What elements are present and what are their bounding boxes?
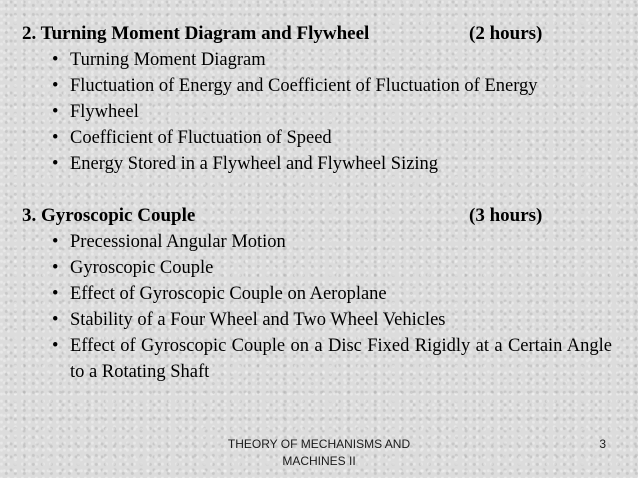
topic-item <box>50 151 612 177</box>
topic-text: Effect of Gyroscopic Couple on Aeroplane <box>70 284 387 304</box>
bullet-icon: • <box>52 50 59 70</box>
bullet-icon: • <box>52 128 59 148</box>
topic-item <box>50 281 612 307</box>
topic-text: Stability of a Four Wheel and Two Wheel Vehicles <box>70 310 446 330</box>
section-gyroscopic-couple <box>22 203 612 385</box>
bullet-icon: • <box>52 76 59 96</box>
topic-text: Coefficient of Fluctuation of Speed <box>70 128 332 148</box>
footer-page-number: 3 <box>599 437 606 451</box>
section-hours: (2 hours) <box>469 23 543 44</box>
topic-item <box>50 333 612 385</box>
bullet-icon: • <box>52 232 59 252</box>
footer-course-title: THEORY OF MECHANISMS AND MACHINES II <box>227 437 411 468</box>
section-turning-moment <box>22 21 612 177</box>
topic-text: Fluctuation of Energy and Coefficient of Fluctuation of Energy <box>70 76 538 96</box>
topic-list <box>22 229 612 385</box>
topic-text: Turning Moment Diagram <box>70 50 266 70</box>
topic-list <box>22 47 612 177</box>
topic-item <box>50 255 612 281</box>
section-hours: (3 hours) <box>469 205 543 226</box>
topic-text: Precessional Angular Motion <box>70 232 286 252</box>
topic-text: Flywheel <box>70 102 139 122</box>
topic-text: Energy Stored in a Flywheel and Flywheel Sizing <box>70 154 439 174</box>
bullet-icon: • <box>52 284 59 304</box>
topic-item <box>50 229 612 255</box>
section-title: 2. Turning Moment Diagram and Flywheel <box>22 23 370 44</box>
topic-item <box>50 47 612 73</box>
section-title: 3. Gyroscopic Couple <box>22 205 196 226</box>
topic-item <box>50 99 612 125</box>
topic-text: Effect of Gyroscopic Couple on a Disc Fixed Rigidly at a Certain Angle to a Rotating Shaft <box>70 336 612 382</box>
section-heading <box>22 203 612 229</box>
section-heading <box>22 21 612 47</box>
bullet-icon: • <box>52 102 59 122</box>
bullet-icon: • <box>52 258 59 278</box>
bullet-icon: • <box>52 310 59 330</box>
topic-item <box>50 307 612 333</box>
topic-item <box>50 73 612 99</box>
topic-text: Gyroscopic Couple <box>70 258 214 278</box>
bullet-icon: • <box>52 336 59 356</box>
bullet-icon: • <box>52 154 59 174</box>
topic-item <box>50 125 612 151</box>
